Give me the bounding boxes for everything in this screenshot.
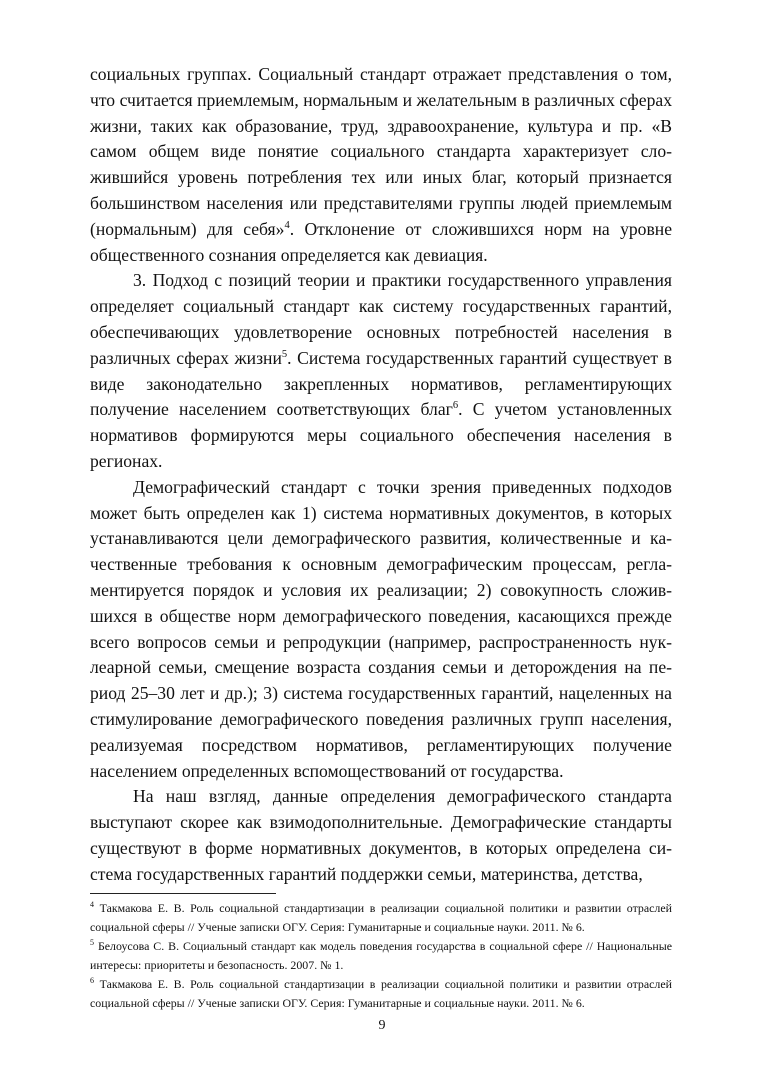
footnote-ref-5[interactable]: 5 [281, 348, 288, 360]
page-body [90, 62, 672, 888]
paragraph-2-part-b: . Система государственных гарантий существует в виде законодательно закрепленных нормативов, регламентирующих получение населением соответствующих благ [90, 347, 672, 420]
footnote-mark: 4 [90, 900, 94, 910]
footnote-ref-6[interactable]: 6 [452, 400, 459, 412]
page-number: 9 [378, 1018, 386, 1033]
footnote-mark: 5 [90, 938, 94, 948]
footnote-6 [90, 975, 672, 1013]
paragraph-3: Демографический стандарт с точки зрения приведенных подходов может быть определен как 1) система нормативных документов, в которых устанавливаются цели демографического развития, количественные и качественные требования к основным демографическим процессам, регламентируется порядок и условия их реализации; 2) совокупность сложившихся в обществе норм демографического поведения, касающихся прежде всего вопросов семьи и репродукции (например, распространенность нуклеарной семьи, смещение возраста создания семьи и деторождения на период 25–30 лет и др.); 3) система государственных гарантий, нацеленных на стимулирование демографического поведения различных групп населения, реализуемая посредством нормативов, регламентирующих получение населением определенных вспомоществований от государства. [90, 476, 672, 781]
footnote-4 [90, 899, 672, 937]
footnote-text: Белоусова С. В. Социальный стандарт как модель поведения государства в социальной сфере // Национальные интересы: приоритеты и безопасность. 2007. № 1. [90, 939, 672, 972]
footnote-ref-4[interactable]: 4 [284, 219, 290, 231]
paragraph-1-part-a: социальных группах. Социальный стандарт отражает представления о том, что считается приемлемым, нормальным и желательным в различных сферах жизни, таких как образование, труд, здравоохранение, культура и пр. «В самом общем виде понятие социального стандарта характеризует сложившийся уровень потребления тех или иных благ, который признается большинством населения или представителями группы людей приемлемым (нормальным) для себя» [90, 64, 672, 239]
paragraph-1-part-b: . Отклонение от сложившихся норм на уровне общественного сознания определяется как девиация. [90, 218, 672, 265]
paragraph-2-part-a: 3. Подход с позиций теории и практики государственного управления определяет социальный стандарт как систему государственных гарантий, обеспечивающих удовлетворение основных потребностей населения в различных сферах жизни [90, 270, 672, 368]
footnote-mark: 6 [90, 976, 94, 986]
footnotes [90, 899, 672, 1013]
footnote-5 [90, 937, 672, 975]
paragraph-2 [90, 268, 672, 474]
footnote-text: Такмакова Е. В. Роль социальной стандартизации в реализации социальной политики и развитии отраслей социальной сферы // Ученые записки ОГУ. Серия: Гуманитарные и социальные науки. 2011. № 6. [90, 977, 672, 1010]
paragraph-2-part-c: . С учетом установленных нормативов формируются меры социального обеспечения населения в регионах. [90, 399, 673, 471]
footnote-separator [90, 893, 276, 894]
footnote-text: Такмакова Е. В. Роль социальной стандартизации в реализации социальной политики и развитии отраслей социальной сферы // Ученые записки ОГУ. Серия: Гуманитарные и социальные науки. 2011. № 6. [90, 901, 672, 934]
paragraph-1 [90, 62, 672, 268]
paragraph-4: На наш взгляд, данные определения демографического стандарта выступают скорее как взимодополнительные. Демографические стандарты существуют в форме нормативных документов, в которых определена система государственных гарантий поддержки семьи, материнства, детства, [90, 786, 672, 884]
